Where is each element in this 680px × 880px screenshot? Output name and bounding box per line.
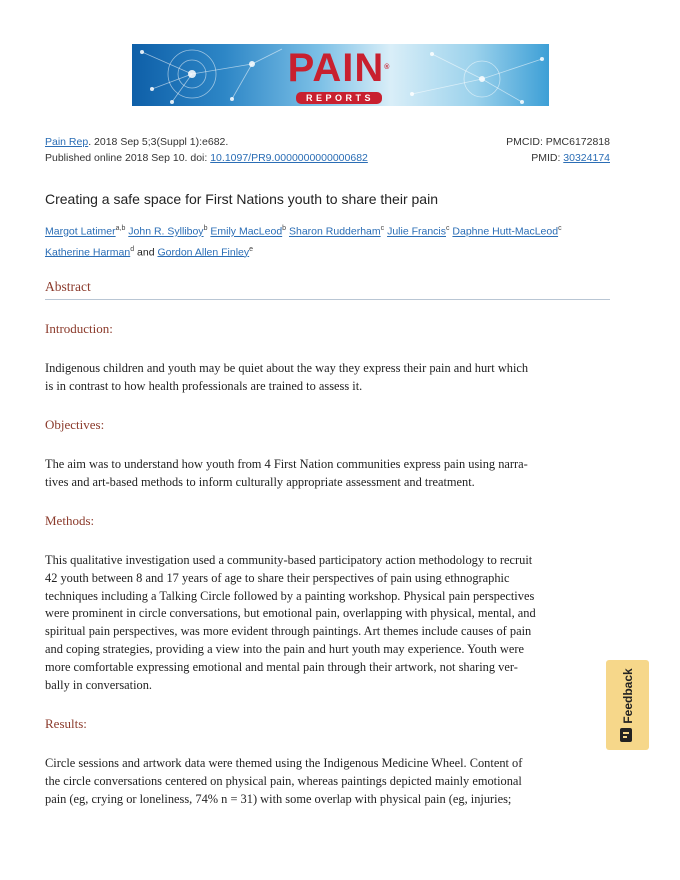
text-line: is in contrast to how health professionals are trained to assess it. (45, 378, 363, 393)
methods-heading: Methods: (45, 513, 95, 528)
author-link[interactable]: Emily MacLeod (210, 225, 283, 238)
author-link[interactable]: John R. Sylliboy (128, 225, 204, 238)
journal-link[interactable]: Pain Rep (45, 136, 89, 148)
author-list (45, 220, 610, 261)
article-title: Creating a safe space for First Nations youth to share their pain (45, 191, 438, 207)
citation-line (45, 136, 610, 148)
text-line: were prominent in circle conversations, but emotional pain, overlapping with physical, mental, and (45, 606, 536, 621)
text-line: Indigenous children and youth may be quiet about the way they express their pain and hurt which (45, 361, 529, 375)
feedback-label: Feedback (620, 668, 635, 724)
author-link[interactable]: Margot Latimer (45, 225, 116, 238)
text-line: bally in conversation. (45, 677, 153, 692)
logo-word: PAIN (287, 46, 385, 90)
logo-registered: ® (384, 64, 391, 71)
author-link[interactable]: Gordon Allen Finley (157, 246, 250, 258)
feedback-icon (620, 728, 632, 742)
author-affiliation: b (282, 225, 287, 232)
text-line: more comfortable expressing emotional and mental pain through their artwork, not sharing ver- (45, 659, 518, 674)
author-affiliation: b (203, 225, 208, 232)
introduction-text (45, 360, 610, 396)
text-line: spiritual pain perspectives, was more evident through paintings. Art themes include causes of pain (45, 624, 532, 639)
pmcid: PMCID: PMC6172818 (506, 136, 610, 148)
results-text (45, 755, 610, 808)
citation-text: . 2018 Sep 5;3(Suppl 1):e682. (88, 136, 229, 148)
abstract-heading: Abstract (45, 279, 610, 300)
text-line: tives and art-based methods to inform culturally appropriate assessment and treatment. (45, 474, 475, 489)
author-link[interactable]: Sharon Rudderham (289, 225, 381, 238)
text-line: This qualitative investigation used a community-based participatory action methodology to recruit (45, 553, 533, 567)
objectives-text (45, 456, 610, 492)
methods-text (45, 552, 610, 694)
pain-reports-logo (279, 48, 399, 106)
objectives-heading: Objectives: (45, 417, 105, 432)
results-heading: Results: (45, 716, 87, 731)
text-line: Circle sessions and artwork data were themed using the Indigenous Medicine Wheel. Content of (45, 756, 523, 770)
text-line: pain (eg, crying or loneliness, 74% n = 31) with some overlap with physical pain (eg, injuries; (45, 791, 512, 806)
text-line: 42 youth between 8 and 17 years of age to share their perspectives of pain using ethnographic (45, 570, 510, 585)
pmid (531, 152, 610, 164)
logo-subtitle: REPORTS (296, 92, 382, 104)
pmid-link[interactable]: 30324174 (563, 152, 610, 164)
published-text: Published online 2018 Sep 10. doi: (45, 152, 211, 164)
author-affiliation: d (130, 245, 135, 253)
author-link[interactable]: Daphne Hutt-MacLeod (452, 225, 559, 238)
journal-banner[interactable] (132, 44, 549, 106)
text-line: the circle conversations centered on physical pain, whereas paintings depicted mainly emotional (45, 773, 522, 788)
author-affiliation: c (446, 225, 450, 232)
author-link[interactable]: Julie Francis (387, 225, 446, 238)
author-affiliation: c (380, 225, 385, 232)
feedback-button[interactable] (606, 660, 649, 750)
author-link[interactable]: Katherine Harman (45, 246, 131, 258)
author-affiliation: a,b (115, 225, 126, 232)
doi-link[interactable]: 10.1097/PR9.0000000000000682 (210, 152, 368, 164)
introduction-heading: Introduction: (45, 321, 113, 336)
text-line: techniques including a Talking Circle followed by a painting workshop. Physical pain perspectives (45, 588, 535, 603)
published-line (45, 152, 610, 164)
authors-and: and (137, 246, 155, 258)
text-line: The aim was to understand how youth from 4 First Nation communities express pain using narra- (45, 457, 528, 471)
text-line: and coping strategies, providing a view into the pain and hurt youth may experience. Youth were (45, 641, 524, 656)
author-affiliation: e (249, 245, 254, 253)
author-affiliation: c (558, 225, 562, 232)
pmid-label: PMID: (531, 152, 564, 164)
